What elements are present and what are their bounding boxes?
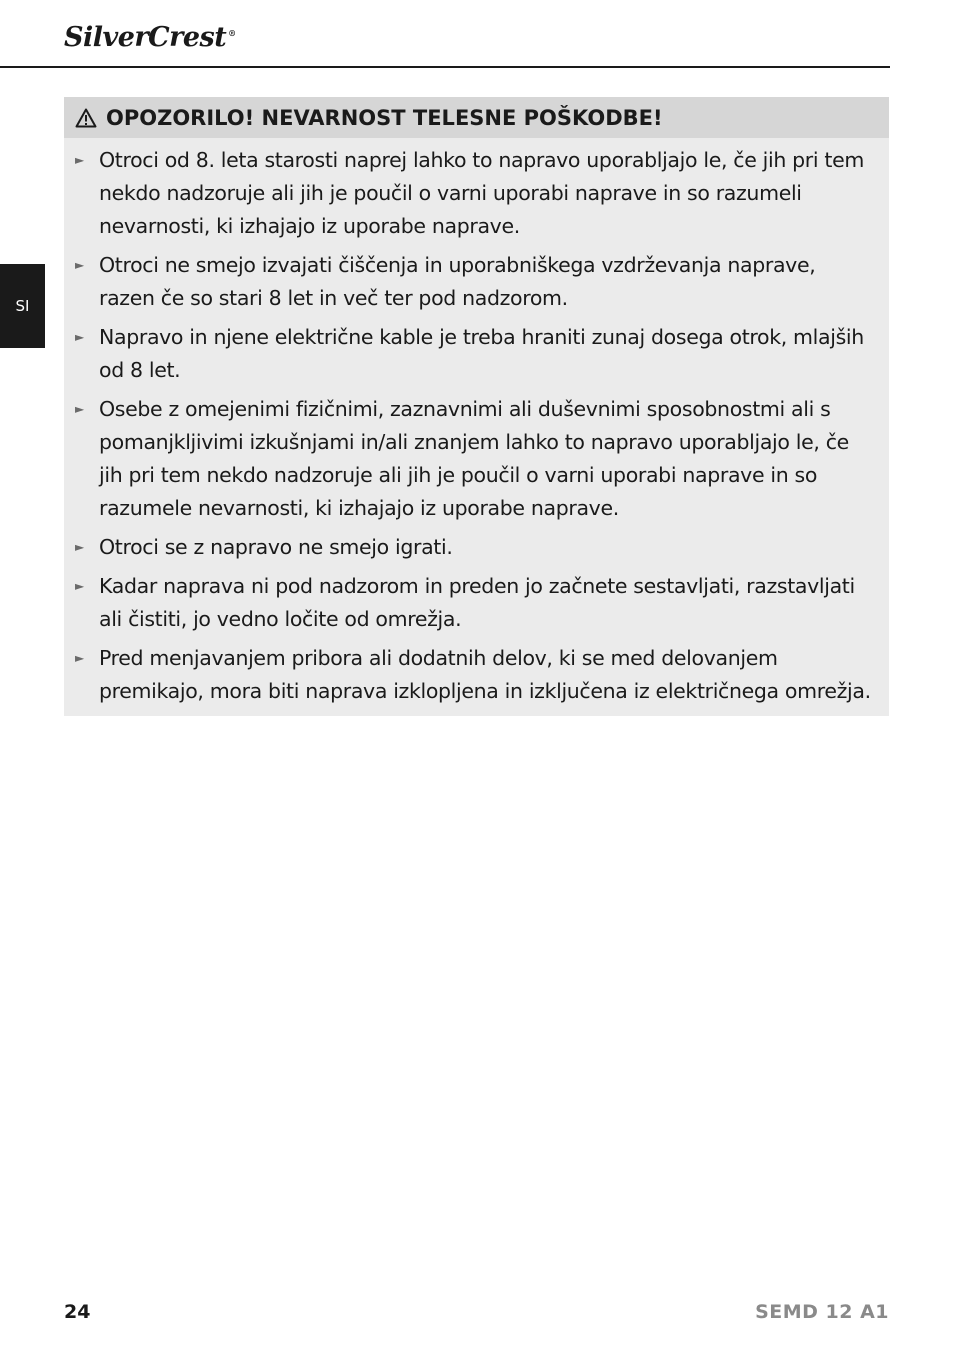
brand-name: SilverCrest — [64, 22, 227, 53]
model-number: SEMD 12 A1 — [755, 1301, 889, 1323]
bullet-arrow-icon: ► — [75, 651, 84, 665]
list-item — [64, 642, 889, 708]
list-item — [64, 531, 889, 564]
list-item — [64, 249, 889, 315]
brand-logo — [64, 22, 236, 53]
registered-mark: ® — [228, 28, 236, 38]
warning-triangle-icon — [74, 106, 98, 130]
bullet-arrow-icon: ► — [75, 153, 84, 167]
list-item — [64, 144, 889, 243]
bullet-arrow-icon: ► — [75, 330, 84, 344]
list-item-text: Napravo in njene električne kable je treba hraniti zunaj dosega otrok, mlajših od 8 let. — [99, 325, 864, 382]
list-item — [64, 393, 889, 525]
bullet-arrow-icon: ► — [75, 258, 84, 272]
list-item-text: Kadar naprava ni pod nadzorom in preden jo začnete sestavljati, razstavljati ali čistiti, jo vedno ločite od omrežja. — [99, 574, 855, 631]
list-item-text: Otroci se z napravo ne smejo igrati. — [99, 535, 453, 559]
warning-title: OPOZORILO! NEVARNOST TELESNE POŠKODBE! — [106, 105, 663, 130]
page-number: 24 — [64, 1301, 91, 1323]
warning-heading — [64, 97, 889, 138]
warning-list — [64, 138, 889, 708]
language-tab — [0, 264, 45, 348]
bullet-arrow-icon: ► — [75, 579, 84, 593]
list-item — [64, 570, 889, 636]
list-item — [64, 321, 889, 387]
bullet-arrow-icon: ► — [75, 540, 84, 554]
language-label: SI — [15, 297, 30, 315]
bullet-arrow-icon: ► — [75, 402, 84, 416]
list-item-text: Otroci ne smejo izvajati čiščenja in uporabniškega vzdrževanja naprave, razen če so stari 8 let in več ter pod nadzorom. — [99, 253, 816, 310]
list-item-text: Otroci od 8. leta starosti naprej lahko to napravo uporabljajo le, če jih pri tem nekdo nadzoruje ali jih je poučil o varni uporabi naprave in so razumeli nevarnosti, ki izhajajo iz uporabe naprave. — [99, 148, 864, 238]
list-item-text: Osebe z omejenimi fizičnimi, zaznavnimi ali duševnimi sposobnostmi ali s pomanjkljivimi izkušnjami in/ali znanjem lahko to napravo uporabljajo le, če jih pri tem nekdo nadzoruje ali jih je poučil o varni uporabi naprave in so razumele nevarnosti, ki izhajajo iz uporabe naprave. — [99, 397, 849, 520]
list-item-text: Pred menjavanjem pribora ali dodatnih delov, ki se med delovanjem premikajo, mora biti naprava izklopljena in izključena iz električnega omrežja. — [99, 646, 871, 703]
warning-box — [64, 97, 889, 716]
header-divider — [0, 66, 890, 68]
